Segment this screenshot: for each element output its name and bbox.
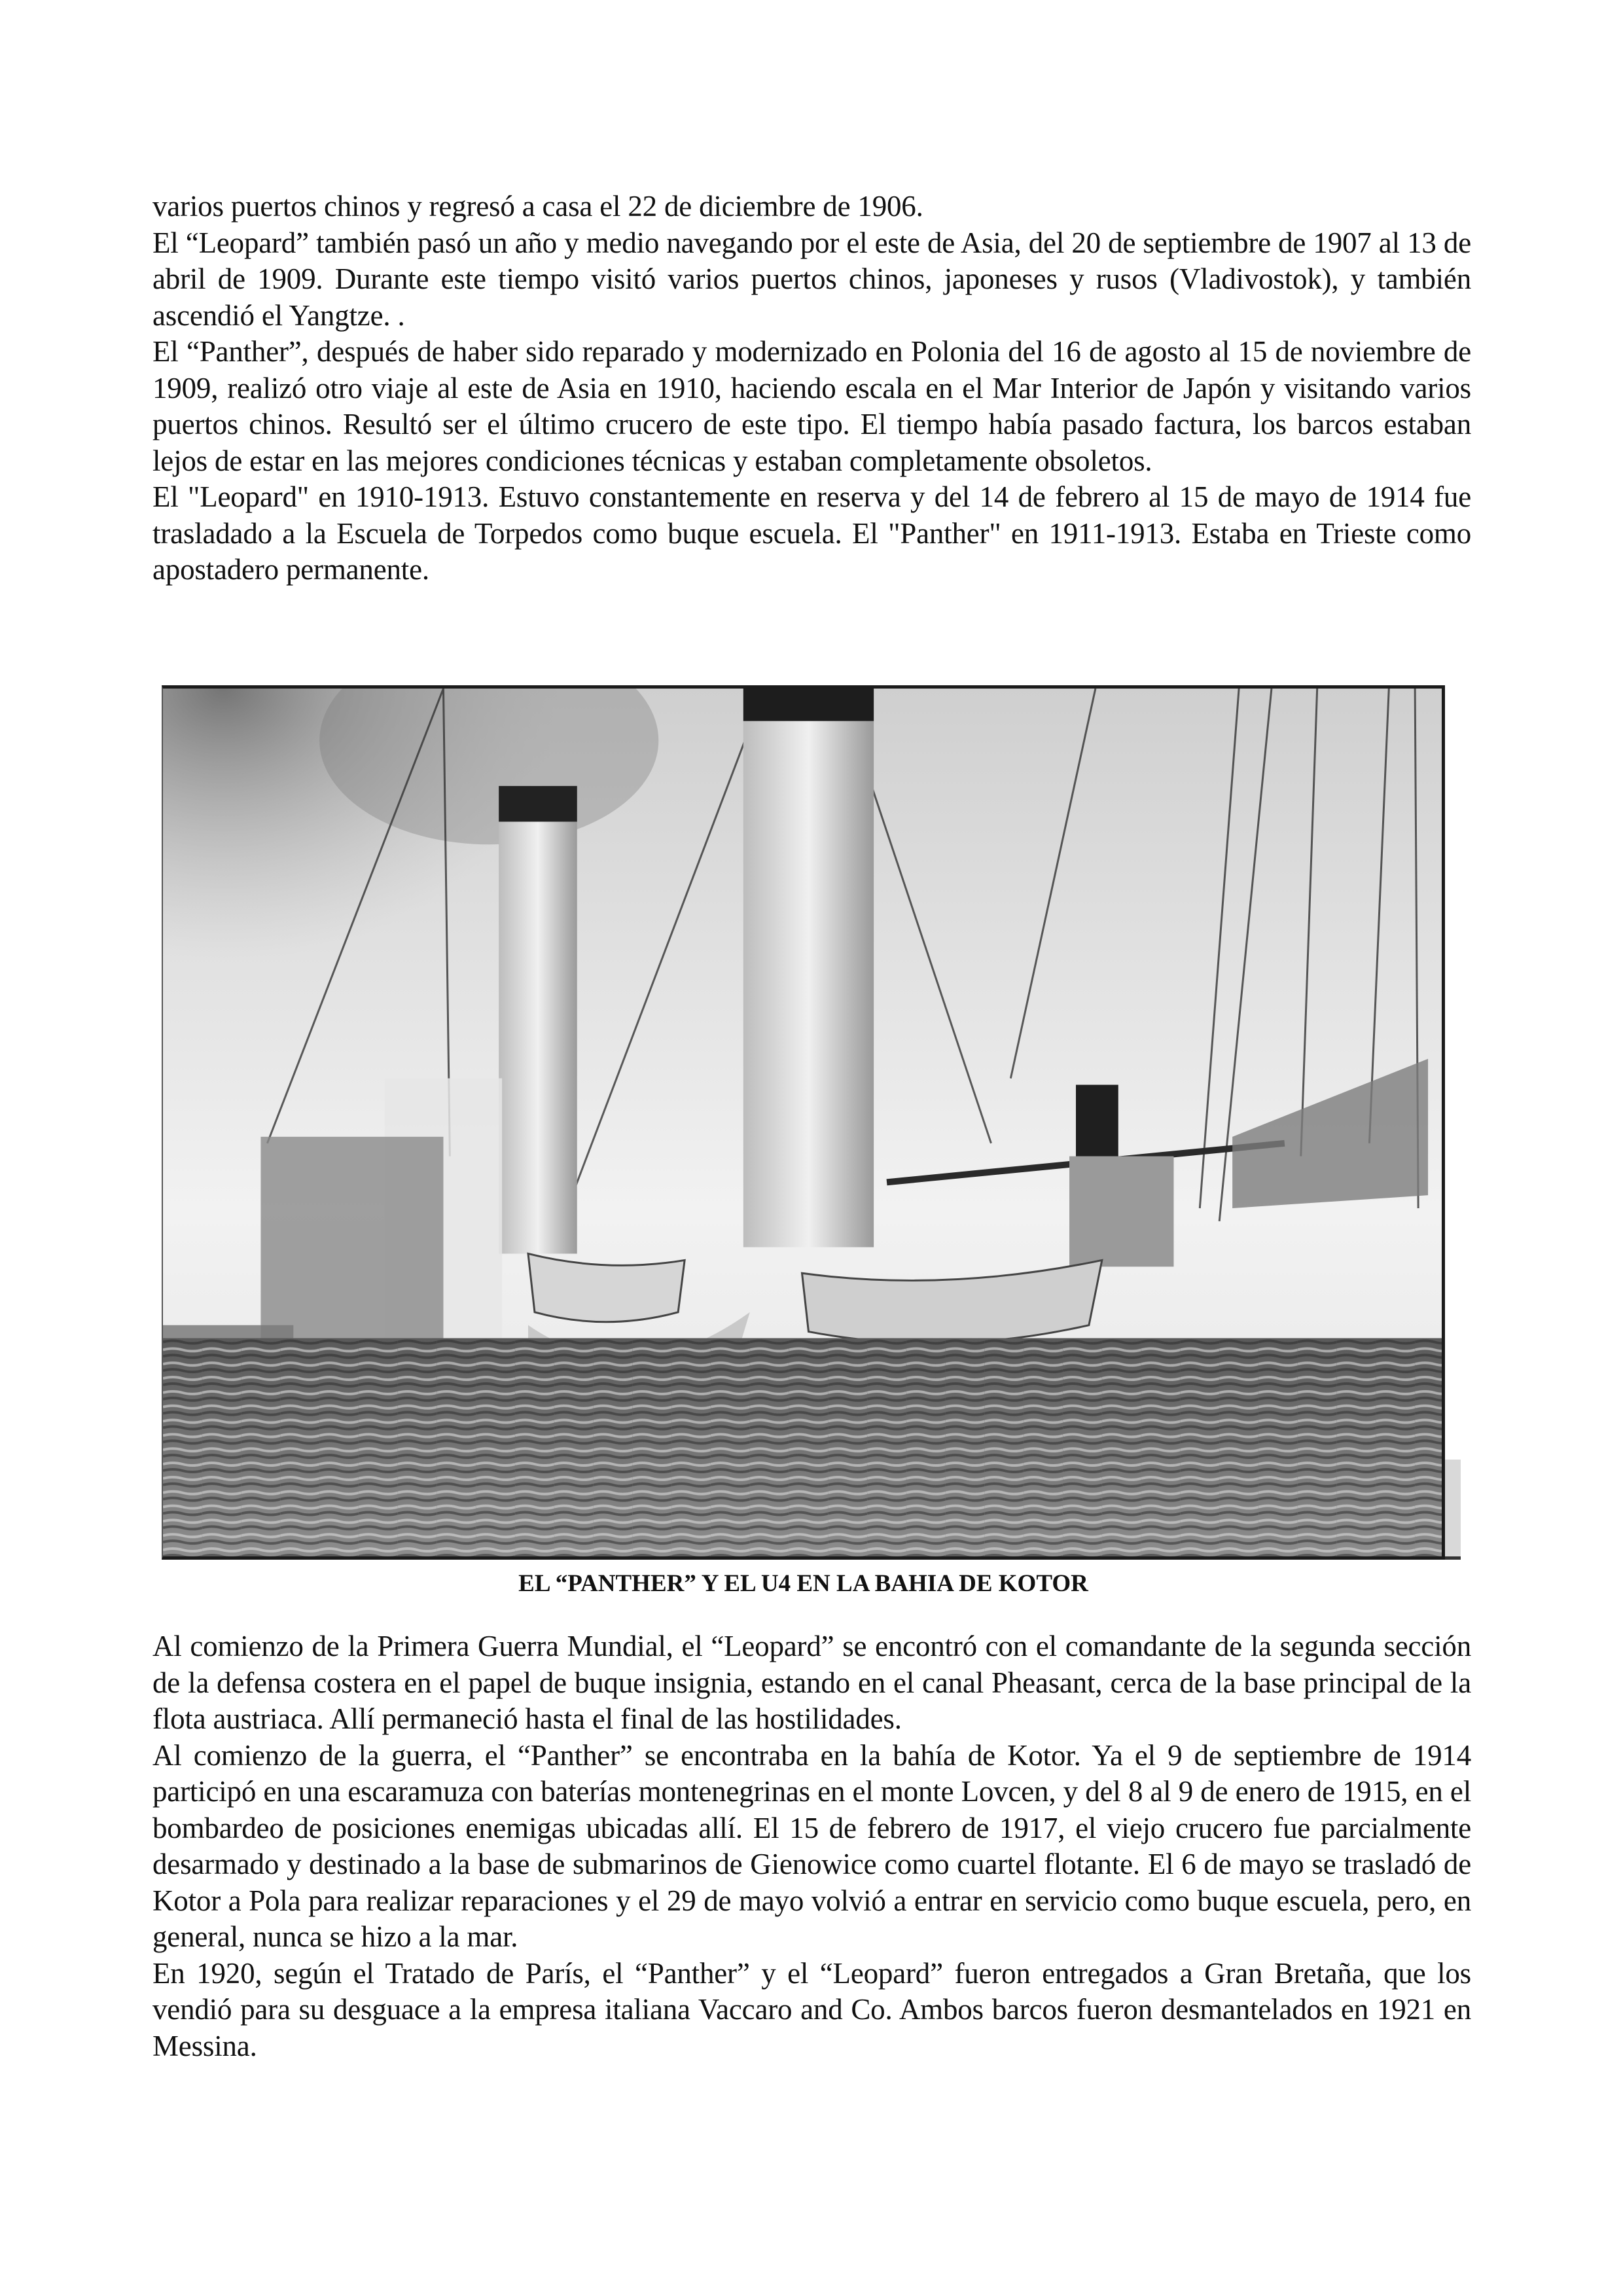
ship-photograph <box>162 685 1445 1560</box>
paragraph: varios puertos chinos y regresó a casa el 22 de diciembre de 1906. <box>152 190 923 223</box>
paragraph: En 1920, según el Tratado de París, el “Panther” y el “Leopard” fueron entregados a Gran Bretaña, que los vendió para su desguace a la empresa italiana Vaccaro and Co. Ambos barcos fueron desmantelados en 1921 en Messina. <box>152 1956 1471 2062</box>
paragraph: Al comienzo de la Primera Guerra Mundial, el “Leopard” se encontró con el comandante de la segunda sección de la defensa costera en el papel de buque insignia, estando en el canal Pheasant, cerca de la base principal de la flota austriaca. Allí permaneció hasta el final de las hostilidades. <box>152 1630 1471 1735</box>
paragraph: El “Leopard” también pasó un año y medio navegando por el este de Asia, del 20 de septiembre de 1907 al 13 de abril de 1909. Durante este tiempo visitó varios puertos chinos, japoneses y rusos (Vladivostok), y también ascendió el Yangtze. . <box>152 226 1471 332</box>
paragraph: Al comienzo de la guerra, el “Panther” se encontraba en la bahía de Kotor. Ya el 9 de septiembre de 1914 participó en una escaramuza con baterías montenegrinas en el monte Lovcen, y del 8 al 9 de enero de 1915, en el bombardeo de posiciones enemigas ubicadas allí. El 15 de febrero de 1917, el viejo crucero fue parcialmente desarmado y destinado a la base de submarinos de Gienowice como cuartel flotante. El 6 de mayo se trasladó de Kotor a Pola para realizar reparaciones y el 29 de mayo volvió a entrar en servicio como buque escuela, pero, en general, nunca se hizo a la mar. <box>152 1738 1471 1953</box>
text-section-top <box>152 188 1471 588</box>
paragraph: El "Leopard" en 1910-1913. Estuvo constantemente en reserva y del 14 de febrero al 15 de mayo de 1914 fue trasladado a la Escuela de Torpedos como buque escuela. El "Panther" en 1911-1913. Estaba en Trieste como apostadero permanente. <box>152 480 1471 586</box>
paragraph: El “Panther”, después de haber sido reparado y modernizado en Polonia del 16 de agosto al 15 de noviembre de 1909, realizó otro viaje al este de Asia en 1910, haciendo escala en el Mar Interior de Japón y visitando varios puertos chinos. Resultó ser el último crucero de este tipo. El tiempo había pasado factura, los barcos estaban lejos de estar en las mejores condiciones técnicas y estaban completamente obsoletos. <box>152 335 1471 477</box>
photo-illustration <box>163 689 1442 1556</box>
text-section-bottom <box>152 1628 1471 2064</box>
figure-caption: EL “PANTHER” Y EL U4 EN LA BAHIA DE KOTOR <box>518 1570 1088 1597</box>
photo-edge-strip <box>1445 1460 1461 1560</box>
